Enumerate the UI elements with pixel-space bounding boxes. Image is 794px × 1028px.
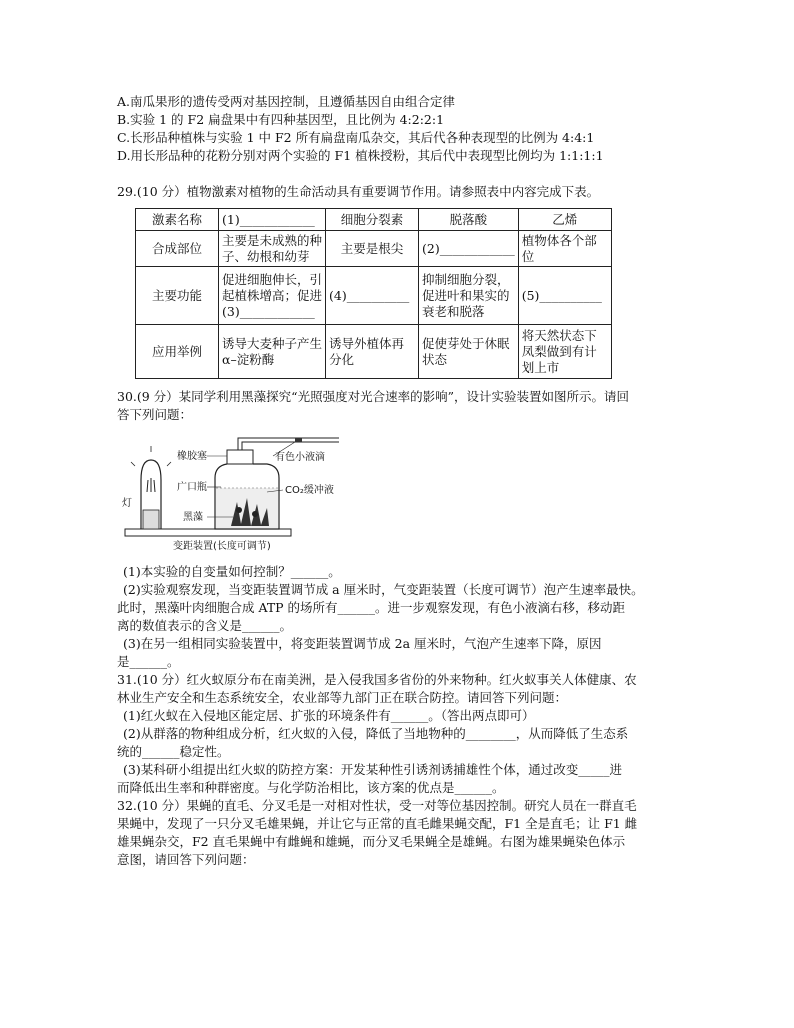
table-cell: (2)____________ xyxy=(419,231,519,267)
question-30-stem-2: 答下列问题： xyxy=(117,407,193,422)
header-abscisic-acid: 脱落酸 xyxy=(419,209,519,231)
question-31-part-3-line-2: 而降低出生率和种群密度。与化学防治相比，该方案的优点是______。 xyxy=(117,780,505,795)
header-cytokinin: 细胞分裂素 xyxy=(326,209,419,231)
glass-tube xyxy=(238,438,339,450)
header-hormone-name: 激素名称 xyxy=(136,209,219,231)
table-row-application xyxy=(136,325,612,379)
option-a: A.南瓜果形的遗传受两对基因控制，且遵循基因自由组合定律 xyxy=(117,94,456,109)
question-32-line-2: 果蝇中，发现了一只分叉毛雄果蝇，并让它与正常的直毛雌果蝇交配，F1 全是直毛；让 F1 雌 xyxy=(117,816,638,831)
table-cell: 诱导大麦种子产生α–淀粉酶 xyxy=(219,325,326,379)
table-cell: (5)__________ xyxy=(518,267,611,325)
table-cell: 抑制细胞分裂，促进叶和果实的衰老和脱落 xyxy=(419,267,519,325)
question-30-part-3-line-2: 是______。 xyxy=(117,654,180,669)
label-distance-device: 变距装置(长度可调节) xyxy=(173,541,271,552)
question-29-stem: 29.(10 分）植物激素对植物的生命活动具有重要调节作用。请参照表中内容完成下表。 xyxy=(117,184,600,199)
experiment-apparatus-diagram xyxy=(121,432,371,552)
table-row-synthesis xyxy=(136,231,612,267)
question-32-line-1: 32.(10 分）果蝇的直毛、分叉毛是一对相对性状，受一对等位基因控制。研究人员在一群直毛 xyxy=(117,798,637,813)
base-plate xyxy=(125,529,291,536)
table-cell: 合成部位 xyxy=(136,231,219,267)
option-d: D.用长形品种的花粉分别对两个实验的 F1 植株授粉，其后代中表现型比例均为 1:1:1:1 xyxy=(117,148,604,163)
label-colored-droplet: 有色小液滴 xyxy=(275,452,325,463)
question-31-part-3-line-1: (3)某科研小组提出红火蚁的防控方案：开发某种性引诱剂诱捕雄性个体，通过改变_____进 xyxy=(123,762,622,777)
header-ethylene: 乙烯 xyxy=(518,209,611,231)
question-31-part-1: (1)红火蚁在入侵地区能定居、扩张的环境条件有______。（答出两点即可） xyxy=(123,708,535,723)
table-row-function xyxy=(136,267,612,325)
question-30-part-3-line-1: (3)在另一组相同实验装置中，将变距装置调节成 2a 厘米时，气泡产生速率下降，原因 xyxy=(123,636,602,651)
hormone-table xyxy=(135,208,612,379)
option-c: C.长形品种植株与实验 1 中 F2 所有扁盘南瓜杂交，其后代各种表现型的比例为 4:4:1 xyxy=(117,130,595,145)
table-cell: 应用举例 xyxy=(136,325,219,379)
header-blank-1: (1)____________ xyxy=(219,209,326,231)
question-30-part-2-line-3: 离的数值表示的含义是______。 xyxy=(117,618,293,633)
table-cell: 促进细胞伸长，引起植株增高；促进(3)____________ xyxy=(219,267,326,325)
label-rubber-stopper: 橡胶塞 xyxy=(177,451,207,462)
table-cell: 主要是未成熟的种子、幼根和幼芽 xyxy=(219,231,326,267)
question-30-part-2-line-1: (2)实验观察发现，当变距装置调节成 a 厘米时，气变距装置（长度可调节）泡产生速率最快。 xyxy=(123,582,644,597)
question-32-line-4: 意图，请回答下列问题： xyxy=(117,852,255,867)
question-30-part-1: (1)本实验的自变量如何控制？______。 xyxy=(123,564,341,579)
question-31-stem-2: 林业生产安全和生态系统安全，农业部等九部门正在联合防控。请回答下列问题： xyxy=(117,690,568,705)
colored-droplet xyxy=(295,438,302,442)
label-black-algae: 黑藻 xyxy=(183,512,203,523)
table-header-row xyxy=(136,209,612,231)
label-lamp: 灯 xyxy=(122,498,132,509)
question-30-part-2-line-2: 此时，黑藻叶肉细胞合成 ATP 的场所有______。进一步观察发现，有色小液滴右移，移动距 xyxy=(117,600,626,615)
table-cell: 将天然状态下凤梨做到有计划上市 xyxy=(518,325,611,379)
question-30-stem-1: 30.(9 分）某同学利用黑藻探究“光照强度对光合速率的影响”，设计实验装置如图所示。请回 xyxy=(117,389,629,404)
table-cell: 植物体各个部位 xyxy=(518,231,611,267)
table-cell: 诱导外植体再分化 xyxy=(326,325,419,379)
table-cell: (4)__________ xyxy=(326,267,419,325)
table-cell: 主要是根尖 xyxy=(326,231,419,267)
table-cell: 促使芽处于休眠状态 xyxy=(419,325,519,379)
lamp-icon xyxy=(131,446,171,529)
label-jar: 广口瓶 xyxy=(177,482,207,493)
table-cell: 主要功能 xyxy=(136,267,219,325)
label-co2-buffer: CO₂缓冲液 xyxy=(285,485,334,496)
option-b: B.实验 1 的 F2 扁盘果中有四种基因型，且比例为 4:2:2:1 xyxy=(117,112,445,127)
question-31-part-2-line-2: 统的______稳定性。 xyxy=(117,744,230,759)
question-31-stem-1: 31.(10 分）红火蚁原分布在南美洲，是入侵我国多省份的外来物种。红火蚁事关人体健康、农 xyxy=(117,672,637,687)
question-31-part-2-line-1: (2)从群落的物种组成分析，红火蚁的入侵，降低了当地物种的________，从而降低了生态系 xyxy=(123,726,629,741)
question-32-line-3: 雄果蝇杂交，F2 直毛果蝇中有雌蝇和雄蝇，而分叉毛果蝇全是雄蝇。右图为雄果蝇染色体示 xyxy=(117,834,626,849)
